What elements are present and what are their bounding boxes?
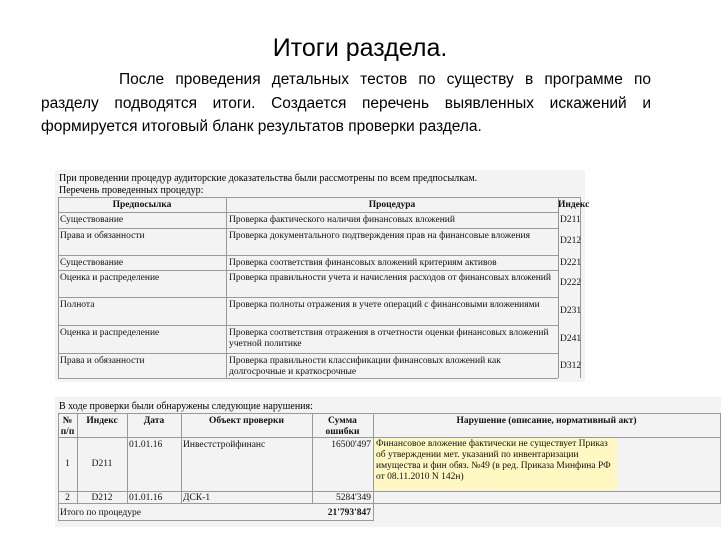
row-object: ДСК-1: [183, 493, 211, 503]
index-cell: D231: [560, 306, 582, 316]
total-label: Итого по процедуре: [60, 508, 141, 518]
premise-cell: Существование: [60, 258, 124, 268]
index-cell: D222: [560, 278, 582, 288]
row-number: 1: [65, 459, 70, 469]
premise-cell: Права и обязанности: [60, 356, 145, 366]
row-date: 01.01.16: [129, 493, 163, 503]
procedure-cell: Проверка правильности учета и начисления расходов от финансовых вложений: [229, 273, 551, 283]
header-number: № п/п: [60, 416, 75, 437]
procedure-cell: Проверка фактического наличия финансовых вложений: [229, 215, 455, 225]
procedure-cell: Проверка правильности классификации финансовых вложений как долгосрочные и краткосрочные: [229, 356, 501, 377]
index-cell: D211: [560, 215, 581, 225]
row-amount: 16500'497: [331, 440, 371, 450]
slide-title: Итоги раздела.: [272, 34, 448, 62]
header-procedure: Процедура: [368, 200, 416, 210]
violations-caption: В ходе проверки были обнаружены следующие нарушения:: [59, 401, 313, 412]
row-object: Инвестстройфинанс: [183, 440, 266, 450]
row-amount: 5284'349: [336, 493, 371, 503]
premise-cell: Оценка и распределение: [60, 273, 160, 283]
header-index: Индекс: [86, 416, 118, 426]
row-violation: Финансовое вложение фактически не существует Приказ об утверждении мет. указаний по инвентаризации имущества и фин обяз. №49 (в ред. Приказа Минфина РФ от 08.11.2010 N 142н): [374, 438, 617, 490]
procedure-cell: Проверка документального подтверждения прав на финансовые вложения: [229, 231, 530, 241]
index-cell: D312: [560, 361, 582, 371]
header-violation: Нарушение (описание, нормативный акт): [456, 416, 637, 426]
procedures-caption-list: Перечень проведенных процедур:: [59, 185, 204, 196]
violations-table: [55, 397, 721, 527]
premise-cell: Существование: [60, 215, 124, 225]
header-amount: Сумма ошибки: [325, 416, 360, 437]
procedures-caption: При проведении процедур аудиторские доказательства были рассмотрены по всем предпосылкам.: [59, 173, 478, 184]
total-value: 21'793'847: [327, 508, 371, 518]
premise-cell: Права и обязанности: [60, 231, 145, 241]
premise-cell: Оценка и распределение: [60, 328, 160, 338]
premise-cell: Полнота: [60, 300, 95, 310]
procedure-cell: Проверка полноты отражения в учете операций с финансовыми вложениями: [229, 300, 540, 310]
index-cell: D212: [560, 236, 582, 246]
row-date: 01.01.16: [129, 440, 163, 450]
row-number: 2: [65, 493, 70, 503]
header-index: Индекс: [558, 200, 590, 210]
procedure-cell: Проверка соответствия финансовых вложений критериям активов: [229, 258, 497, 268]
procedure-cell: Проверка соответствия отражения в отчетности оценки финансовых вложений учетной политике: [229, 328, 549, 349]
header-premise: Предпосылка: [112, 200, 172, 210]
intro-paragraph: После проведения детальных тестов по существу в программе по разделу подводятся итоги. Создается перечень выявленных искажений и формируется итоговый бланк результатов проверки раздела.: [41, 71, 651, 135]
header-object: Объект проверки: [208, 416, 285, 426]
index-cell: D241: [560, 334, 582, 344]
procedures-table: [55, 170, 590, 382]
row-index: D211: [91, 459, 113, 469]
header-date: Дата: [143, 416, 165, 426]
row-index: D212: [91, 493, 113, 503]
index-cell: D221: [560, 258, 582, 268]
